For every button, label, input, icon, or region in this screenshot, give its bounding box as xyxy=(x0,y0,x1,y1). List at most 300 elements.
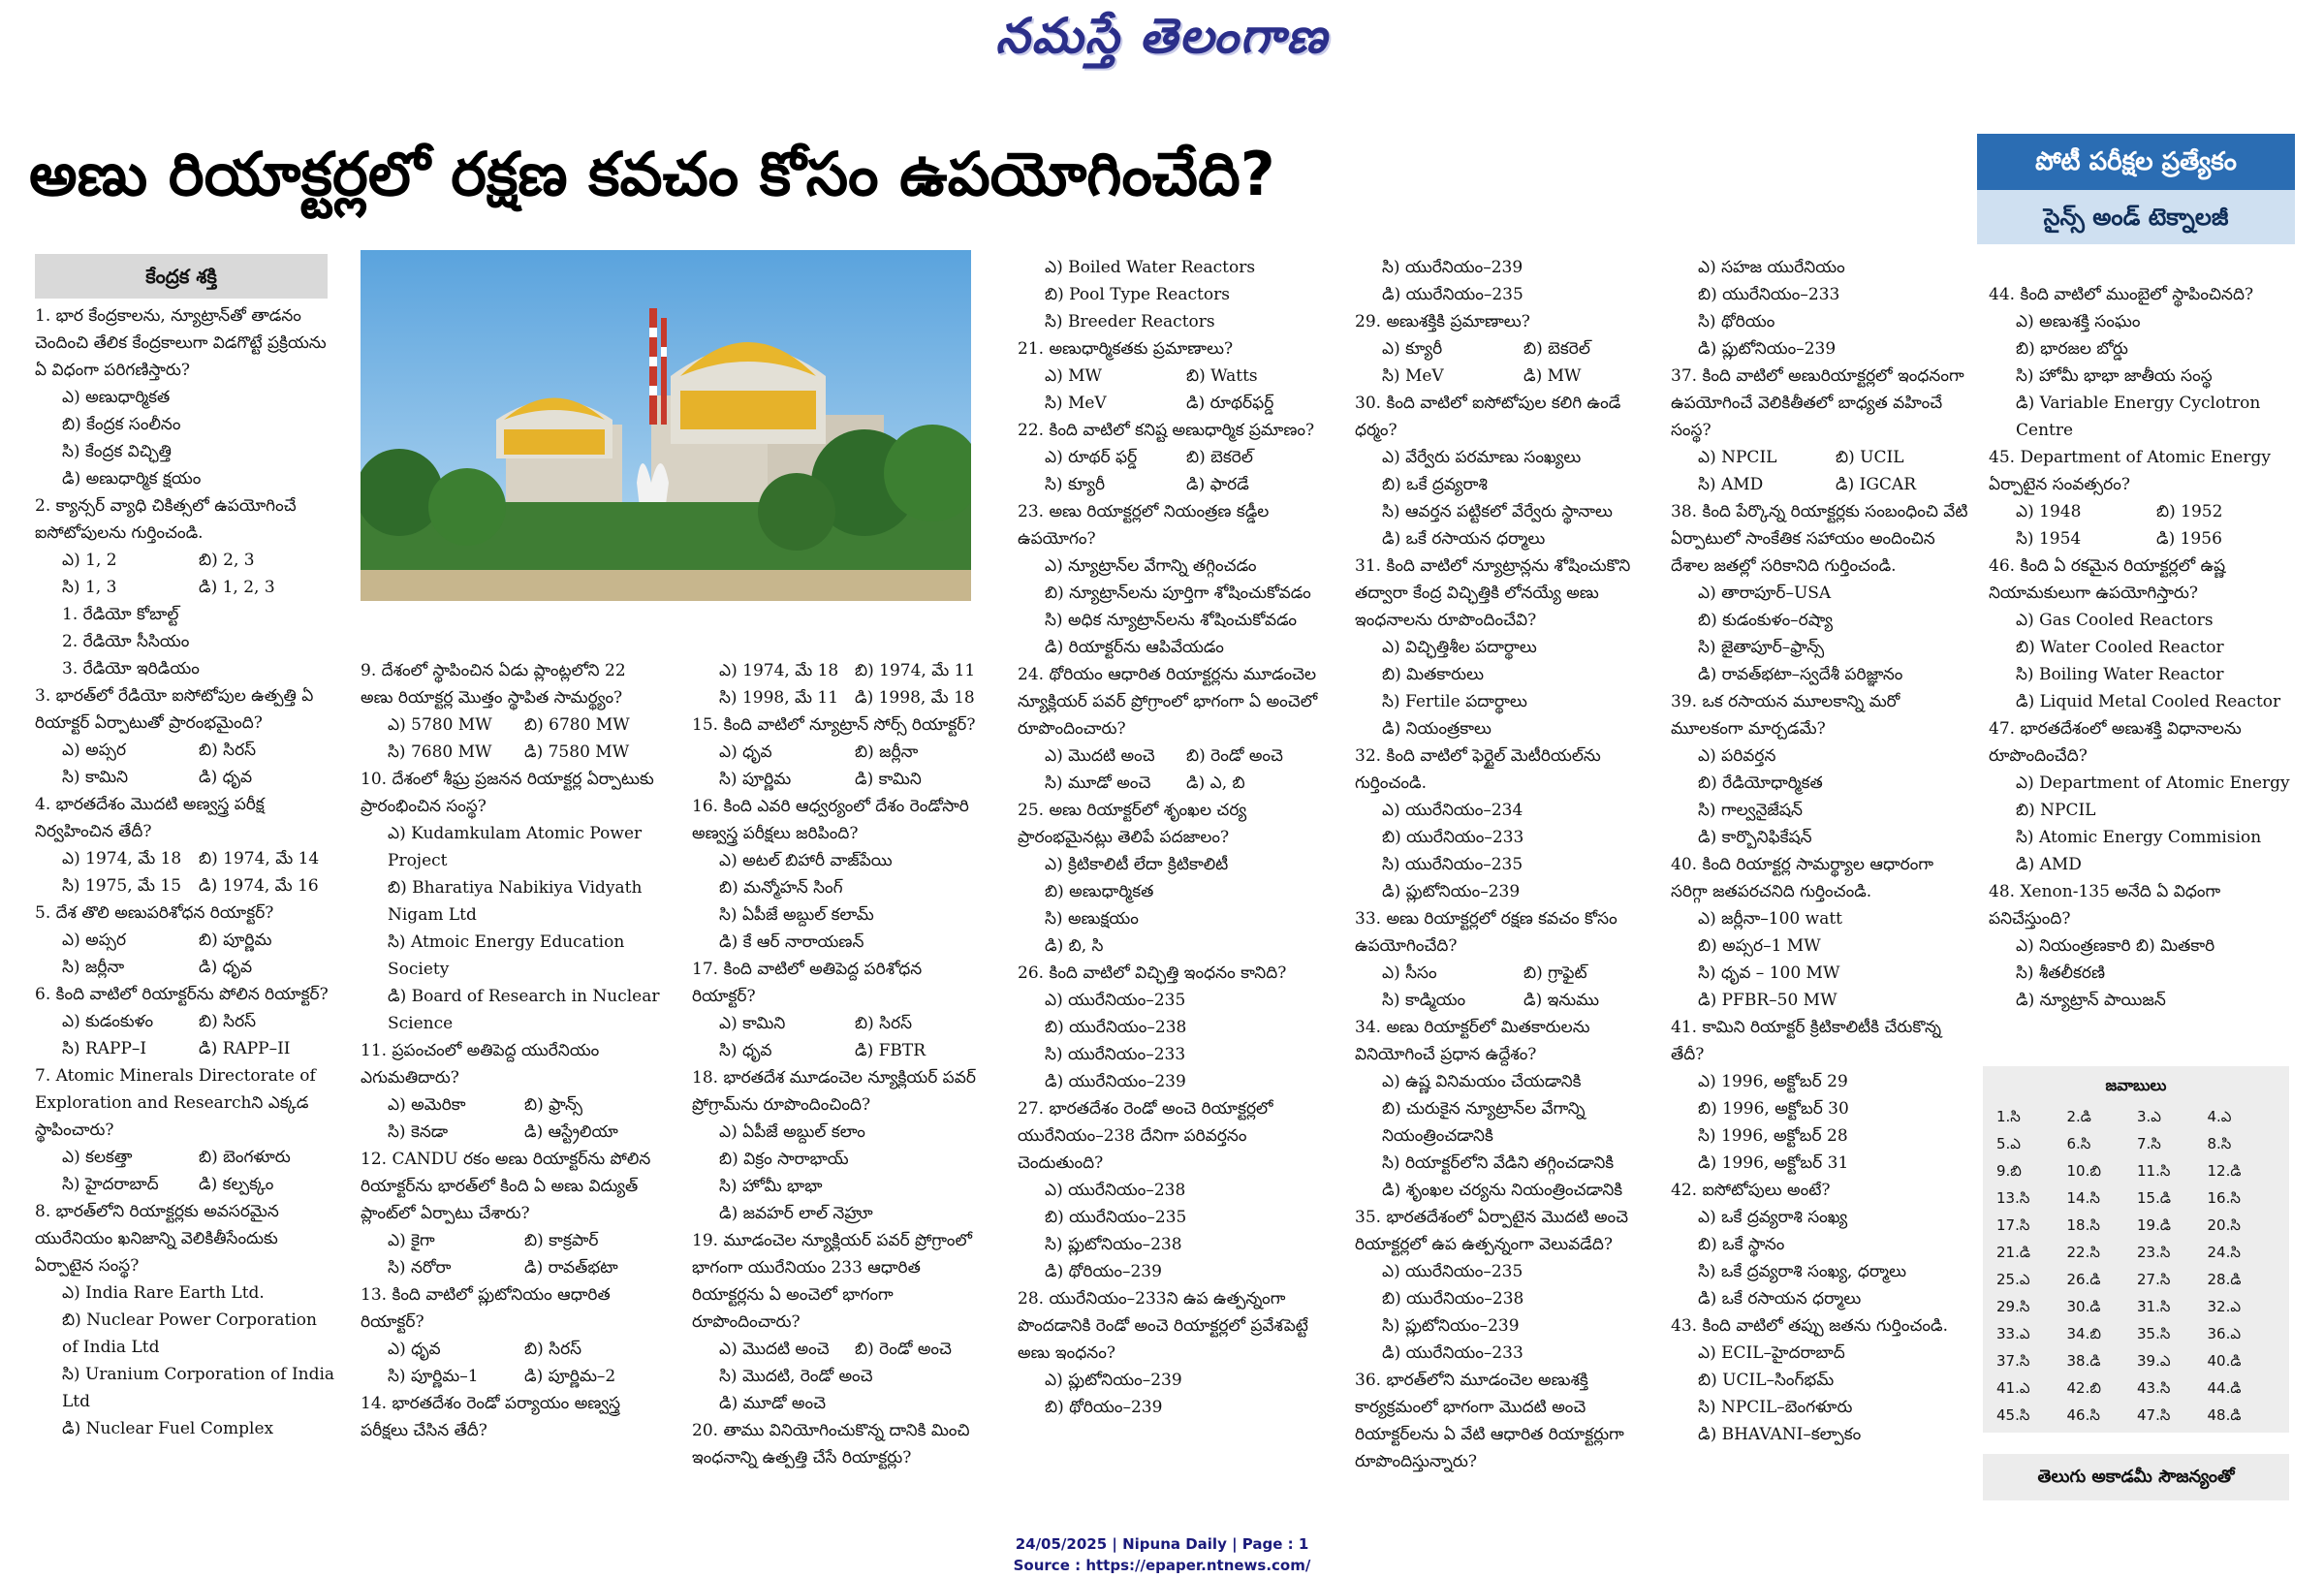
question-item xyxy=(1018,1285,1328,1421)
question-item xyxy=(361,1390,661,1444)
option: సి) Atmoic Energy Education Society xyxy=(388,932,625,979)
option: బి) యురేనియం–238 xyxy=(1382,1289,1524,1309)
question-text: 20. తాము వినియోగించుకొన్న దానికి మించి ఇంధనాన్ని ఉత్పత్తి చేసే రియాక్టర్లు? xyxy=(692,1421,970,1468)
question-text: 11. ప్రపంచంలో అతిపెద్ద యురేనియం ఎగుమతిదారు? xyxy=(361,1041,600,1088)
question-item xyxy=(1355,1014,1665,1204)
option-row xyxy=(35,872,335,899)
option: డి) కామిని xyxy=(855,770,922,789)
option: డి) PFBR–50 MW xyxy=(1698,991,1837,1010)
question-text: 35. భారతదేశంలో ఏర్పాటైన మొదటి అంచె రియాక్టర్లలో ఉప ఉత్పన్నంగా వెలువడేది? xyxy=(1355,1208,1629,1254)
option: ఎ) 5780 MW xyxy=(388,715,492,735)
option: సి) ఒకే ద్రవ్యరాశి సంఖ్య, ధర్మాలు xyxy=(1698,1262,1907,1281)
question-item xyxy=(35,682,335,791)
answer-cell: 36.ఎ xyxy=(2207,1325,2242,1342)
option: సి) యురేనియం–235 xyxy=(1382,855,1523,874)
option: సి) 1954 xyxy=(2016,529,2082,549)
answer-cell: 12.డి xyxy=(2207,1162,2242,1180)
option: ఎ) అప్సర xyxy=(62,931,127,950)
option: సి) కెనడా xyxy=(388,1122,449,1142)
answer-row xyxy=(1995,1214,2277,1241)
headline: అణు రియాక్టర్లలో రక్షణ కవచం కోసం ఉపయోగించేది? xyxy=(29,139,1275,209)
credit-box: తెలుగు అకాడమీ సౌజన్యంతో xyxy=(1983,1454,2289,1500)
option-row xyxy=(361,1227,661,1254)
question-text: 6. కింది వాటిలో రియాక్టర్‌ను పోలిన రియాక్టర్? xyxy=(35,985,329,1004)
option: బి) రేడియోధార్మికత xyxy=(1698,773,1823,793)
option: డి) బి, సి xyxy=(1045,936,1104,956)
answer-cell: 29.సి xyxy=(1996,1298,2030,1315)
option: సి) హోమీ భాభా జాతీయ సంస్థ xyxy=(2016,366,2213,386)
option: 3. రేడియో ఇరిడియం xyxy=(62,659,200,679)
option: సి) మొదటి, రెండో అంచె xyxy=(719,1367,873,1386)
answer-cell: 11.సి xyxy=(2137,1162,2171,1180)
option: ఎ) సీసం xyxy=(1382,963,1437,983)
option-row xyxy=(1355,960,1665,987)
answer-cell: 19.డి xyxy=(2137,1216,2171,1234)
option: సి) అధిక న్యూట్రాన్‌లను శోషించుకోవడం xyxy=(1045,611,1298,630)
question-text: 1. భార కేంద్రకాలను, న్యూట్రాన్‌తో తాడనం చెందించి తేలిక కేంద్రకాలుగా విడగొట్టే ప్రక్రియను ఏ విధంగా పరిగణిస్తారు? xyxy=(35,306,327,380)
question-text: 19. మూడంచెల న్యూక్లియర్ పవర్ ప్రోగ్రాంలో భాగంగా యురేనియం 233 ఆధారిత రియాక్టర్లను ఏ అంచెలో భాగంగా రూపొందించారు? xyxy=(692,1231,972,1332)
option: ఎ) Department of Atomic Energy xyxy=(2016,773,2290,793)
question-text: 32. కింది వాటిలో ఫెర్టైల్ మెటీరియల్‌ను గుర్తించండి. xyxy=(1355,746,1601,793)
option: డి) RAPP–II xyxy=(199,1039,291,1058)
question-text: 29. అణుశక్తికి ప్రమాణాలు? xyxy=(1355,312,1530,331)
question-item xyxy=(1671,498,1973,688)
answer-cell: 10.బి xyxy=(2066,1162,2101,1180)
option: సి) Boiling Water Reactor xyxy=(2016,665,2224,684)
badge-bottom: సైన్స్ అండ్ టెక్నాలజీ xyxy=(1977,190,2295,244)
question-column-6 xyxy=(1671,254,1973,1448)
option: బి) సిరస్ xyxy=(855,1014,913,1033)
question-text: 4. భారతదేశం మొదటి అణ్వస్త్ర పరీక్ష నిర్వహించిన తేదీ? xyxy=(35,795,265,841)
question-column-2 xyxy=(361,657,661,1444)
option-row xyxy=(35,1035,335,1062)
question-item xyxy=(1989,878,2297,1014)
option: ఎ) రూథర్ ఫర్డ్ xyxy=(1045,448,1138,467)
section-heading: కేంద్రక శక్తి xyxy=(35,254,328,299)
option: డి) BHAVANI–కల్పాకం xyxy=(1698,1425,1862,1444)
option: సి) RAPP–I xyxy=(62,1039,147,1058)
option: సి) జర్లీనా xyxy=(62,958,125,977)
answer-cell: 42.బి xyxy=(2066,1379,2101,1397)
option: ఎ) మొదటి అంచె xyxy=(719,1340,830,1359)
option: సి) క్యూరీ xyxy=(1045,475,1106,494)
badge-top: పోటీ పరీక్షల ప్రత్యేకం xyxy=(1977,134,2295,190)
question-item xyxy=(1989,552,2297,715)
option: సి) కాడ్మియం xyxy=(1382,991,1466,1010)
option: డి) యురేనియం–239 xyxy=(1045,1072,1186,1091)
answer-cell: 43.సి xyxy=(2137,1379,2171,1397)
answer-row xyxy=(1995,1376,2277,1404)
answer-cell: 35.సి xyxy=(2137,1325,2171,1342)
answer-cell: 45.సి xyxy=(1996,1406,2030,1424)
question-item xyxy=(1355,742,1665,905)
question-text: 48. Xenon-135 అనేది ఏ విధంగా పనిచేస్తుంది? xyxy=(1989,882,2221,929)
question-text: 3. భారత్‌లో రేడియో ఐసోటోపుల ఉత్పత్తి ఏ రియాక్టర్ ఏర్పాటుతో ప్రారంభమైంది? xyxy=(35,686,314,733)
option-row xyxy=(1989,498,2297,525)
option: ఎ) యురేనియం–234 xyxy=(1382,801,1523,820)
option-row xyxy=(1018,770,1328,797)
question-text: 33. అణు రియాక్టర్లలో రక్షణ కవచం కోసం ఉపయోగించేది? xyxy=(1355,909,1617,956)
option: సి) 1, 3 xyxy=(62,578,117,597)
answer-cell: 34.బి xyxy=(2066,1325,2101,1342)
option: బి) సిరస్ xyxy=(199,1012,257,1031)
answer-cell: 4.ఎ xyxy=(2207,1108,2232,1125)
question-text: 36. భారత్‌లోని మూడంచెల అణుశక్తి కార్యక్రమంలో భాగంగా మొదటి అంచె రియాక్టర్‌లను ఏ వేటి ఆధారిత రియాక్టర్లుగా రూపొందిస్తున్నారు? xyxy=(1355,1371,1624,1471)
question-item xyxy=(692,793,990,956)
footer-source: Source : https://epaper.ntnews.com/ xyxy=(1013,1557,1311,1574)
option-row xyxy=(1671,471,1973,498)
masthead xyxy=(0,8,2324,76)
option: బి) NPCIL xyxy=(2016,801,2096,820)
answer-cell: 9.బి xyxy=(1996,1162,2022,1180)
question-text: 45. Department of Atomic Energy ఏర్పాటైన సంవత్సరం? xyxy=(1989,448,2271,494)
option: బి) 1974, మే 11 xyxy=(855,661,976,680)
question-column-7 xyxy=(1989,281,2297,1014)
question-text: 10. దేశంలో శీఘ్ర ప్రజనన రియాక్టర్ల ఏర్పాటుకు ప్రారంభించిన సంస్థ? xyxy=(361,770,654,816)
option: బి) కాక్రపార్ xyxy=(524,1231,599,1250)
option: డి) కార్బొనిఫికేషన్ xyxy=(1698,828,1812,847)
question-text: 13. కింది వాటిలో ప్లుటోనియం ఆధారిత రియాక్టర్? xyxy=(361,1285,611,1332)
option: బి) 1996, అక్టోబర్ 30 xyxy=(1698,1099,1849,1119)
option-row xyxy=(35,1144,335,1171)
option-row xyxy=(692,684,990,711)
question-item xyxy=(35,981,335,1062)
question-text: 30. కింది వాటిలో ఐసోటోపుల కలిగి ఉండే ధర్మం? xyxy=(1355,394,1621,440)
answer-cell: 26.డి xyxy=(2066,1271,2101,1288)
question-item xyxy=(1989,281,2297,444)
option-row xyxy=(35,845,335,872)
question-text: 7. Atomic Minerals Directorate of Exploration and Researchని ఎక్కడ స్థాపించారు? xyxy=(35,1066,316,1140)
option: బి) ఫ్రాన్స్ xyxy=(524,1095,583,1115)
option: సి) Uranium Corporation of India Ltd xyxy=(62,1365,335,1411)
question-item xyxy=(35,899,335,981)
question-text: 16. కింది ఎవరి ఆధ్వర్యంలో దేశం రెండోసారి అణ్వస్త్ర పరీక్షలు జరిపింది? xyxy=(692,797,969,843)
option: డి) ఇనుము xyxy=(1523,991,1600,1010)
option: డి) Liquid Metal Cooled Reactor xyxy=(2016,692,2281,711)
answer-cell: 1.సి xyxy=(1996,1108,2021,1125)
question-item xyxy=(1355,1204,1665,1367)
option-row xyxy=(1671,444,1973,471)
question-item xyxy=(1018,417,1328,498)
option: డి) FBTR xyxy=(855,1041,926,1060)
option: సి) పూర్ణిమ xyxy=(719,770,792,789)
answer-row xyxy=(1995,1132,2277,1159)
option: బి) 1974, మే 14 xyxy=(199,849,320,868)
option: ఎ) వేర్వేరు పరమాణు సంఖ్యలు xyxy=(1382,448,1582,467)
option: బి) యురేనియం–238 xyxy=(1045,1018,1187,1037)
option-row xyxy=(35,764,335,791)
option-row xyxy=(361,1336,661,1363)
option-row xyxy=(1018,363,1328,390)
option: ఎ) కుడంకుళం xyxy=(62,1012,154,1031)
option: సి) AMD xyxy=(1698,475,1764,494)
option: సి) ప్లుటోనియం–238 xyxy=(1045,1235,1182,1254)
question-text: 31. కింది వాటిలో న్యూట్రాన్లను శోషించుకొని తద్వారా కేంద్ర విచ్ఛిత్తికి లోనయ్యే అణు ఇంధనాలను రూపొందించేవి? xyxy=(1355,556,1631,630)
option-row xyxy=(35,574,335,601)
answer-cell: 18.సి xyxy=(2066,1216,2100,1234)
option: బి) ఒకే ద్రవ్యరాశి xyxy=(1382,475,1488,494)
option-row xyxy=(692,1037,990,1064)
answer-cell: 15.డి xyxy=(2137,1189,2171,1207)
option: బి) యురేనియం–233 xyxy=(1382,828,1524,847)
option: 1. రేడియో కోబాల్ట్ xyxy=(62,605,179,624)
answer-cell: 22.సి xyxy=(2066,1244,2100,1261)
option: డి) Nuclear Fuel Complex xyxy=(62,1419,274,1438)
question-text: 2. క్యాన్సర్ వ్యాధి చికిత్సలో ఉపయోగించే ఐసోటోపులను గుర్తించండి. xyxy=(35,496,297,543)
option: డి) శృంఖల చర్యను నియంత్రించడానికి xyxy=(1382,1181,1623,1200)
option-row xyxy=(1018,742,1328,770)
option: డి) యురేనియం–235 xyxy=(1382,285,1523,304)
question-item xyxy=(1671,688,1973,851)
question-text: 44. కింది వాటిలో ముంబైలో స్థాపించినది? xyxy=(1989,285,2254,304)
option: డి) 1996, అక్టోబర్ 31 xyxy=(1698,1153,1849,1173)
option: సి) ఆవర్తన పట్టికలో వేర్వేరు స్థానాలు xyxy=(1382,502,1613,521)
question-text: 43. కింది వాటిలో తప్పు జతను గుర్తించండి. xyxy=(1671,1316,1948,1336)
option: బి) మితకారులు xyxy=(1382,665,1484,684)
question-text: 47. భారతదేశంలో అణుశక్తి విధానాలను రూపొందించేది? xyxy=(1989,719,2242,766)
option: డి) ధృవ xyxy=(199,958,253,977)
option: బి) న్యూట్రాన్‌లను పూర్తిగా శోషించుకోవడం xyxy=(1045,584,1311,603)
option: ఎ) జర్లీనా–100 watt xyxy=(1698,909,1842,929)
option: బి) బెంగళూరు xyxy=(199,1148,291,1167)
option: ఎ) Kudamkulam Atomic Power Project xyxy=(388,824,643,870)
question-item xyxy=(1355,254,1665,308)
option: సి) యురేనియం–239 xyxy=(1382,258,1523,277)
option: ఎ) MW xyxy=(1045,366,1103,386)
question-item xyxy=(1018,661,1328,797)
option: బి) UCIL–సింగ్‌భమ్ xyxy=(1698,1371,1835,1390)
option-row xyxy=(1355,363,1665,390)
option: డి) పూర్ణిమ–2 xyxy=(524,1367,616,1386)
question-item xyxy=(1355,308,1665,390)
option: బి) రెండో అంచె xyxy=(1186,746,1283,766)
option: ఎ) అణుధార్మికత xyxy=(62,388,171,407)
question-item xyxy=(1671,1014,1973,1177)
question-item xyxy=(1018,797,1328,960)
option: బి) థోరియం–239 xyxy=(1045,1398,1163,1417)
option: డి) ధృవ xyxy=(199,768,253,787)
answer-cell: 39.ఎ xyxy=(2137,1352,2171,1370)
option: బి) సిరస్ xyxy=(199,741,257,760)
option: డి) నియంత్రకాలు xyxy=(1382,719,1492,739)
option: బి) విక్రం సారాభాయ్ xyxy=(719,1150,849,1169)
answers-box xyxy=(1983,1066,2289,1433)
option: ఎ) 1974, మే 18 xyxy=(62,849,182,868)
option: ఎ) కామిని xyxy=(719,1014,786,1033)
option: డి) యురేనియం–233 xyxy=(1382,1343,1523,1363)
answer-cell: 30.డి xyxy=(2066,1298,2101,1315)
answer-cell: 41.ఎ xyxy=(1996,1379,2030,1397)
option: ఎ) ఒకే ద్రవ్యరాశి సంఖ్య xyxy=(1698,1208,1848,1227)
option-row xyxy=(361,1091,661,1119)
option-row xyxy=(692,1010,990,1037)
option: డి) ఒకే రసాయన ధర్మాలు xyxy=(1382,529,1546,549)
option: బి) Pool Type Reactors xyxy=(1045,285,1230,304)
option: సి) ఏపీజే అబ్దుల్ కలామ్ xyxy=(719,905,874,925)
option: ఎ) కైగా xyxy=(388,1231,435,1250)
option-row xyxy=(361,711,661,739)
option: డి) IGCAR xyxy=(1836,475,1916,494)
option: బి) UCIL xyxy=(1836,448,1904,467)
question-text: 24. థోరియం ఆధారిత రియాక్టర్లను మూడంచెల న్యూక్లియర్ పవర్ ప్రోగ్రాంలో భాగంగా ఏ అంచెలో రూపొందించారు? xyxy=(1018,665,1318,739)
option: ఎ) India Rare Earth Ltd. xyxy=(62,1283,265,1303)
question-text: 22. కింది వాటిలో కనిష్ట అణుధార్మిక ప్రమాణం? xyxy=(1018,421,1315,440)
option: సి) జైతాపూర్–ఫ్రాన్స్ xyxy=(1698,638,1825,657)
option: బి) Watts xyxy=(1186,366,1258,386)
footer xyxy=(0,1533,2324,1576)
question-item xyxy=(1671,254,1973,363)
question-text: 38. కింది పేర్కొన్న రియాక్టర్లకు సంబంధించి వేటి ఏర్పాటులో సాంకేతిక సహాయం అందించిన దేశాల జతల్లో సరికానిది గుర్తించండి. xyxy=(1671,502,1968,576)
option-row xyxy=(35,1171,335,1198)
option: ఎ) కలకత్తా xyxy=(62,1148,133,1167)
option-row xyxy=(692,657,990,684)
option: ఎ) మొదటి అంచె xyxy=(1045,746,1155,766)
option: డి) 7580 MW xyxy=(524,742,630,762)
answer-cell: 48.డి xyxy=(2207,1406,2242,1424)
answer-cell: 31.సి xyxy=(2137,1298,2171,1315)
question-item xyxy=(692,1227,990,1417)
answer-cell: 20.సి xyxy=(2207,1216,2241,1234)
option: డి) 1956 xyxy=(2156,529,2222,549)
option: ఎ) 1, 2 xyxy=(62,551,117,570)
question-text: 21. అణుధార్మికతకు ప్రమాణాలు? xyxy=(1018,339,1234,359)
question-item xyxy=(35,1198,335,1442)
option: ఎ) పరివర్తన xyxy=(1698,746,1776,766)
option: ఎ) ధృవ xyxy=(719,742,772,762)
option: సి) నరోరా xyxy=(388,1258,452,1278)
option: ఎ) యురేనియం–235 xyxy=(1045,991,1186,1010)
option: సి) 1998, మే 11 xyxy=(719,688,839,708)
option: ఎ) విచ్ఛిత్తిశీల పదార్థాలు xyxy=(1382,638,1537,657)
question-item xyxy=(692,1417,990,1471)
question-text: 14. భారతదేశం రెండో పర్యాయం అణ్వస్త్ర పరీక్షలు చేసిన తేదీ? xyxy=(361,1394,621,1440)
answer-cell: 16.సి xyxy=(2207,1189,2241,1207)
option: ఎ) అమెరికా xyxy=(388,1095,466,1115)
answer-row xyxy=(1995,1159,2277,1186)
answers-heading: జవాబులు xyxy=(2105,1076,2167,1094)
option: ఎ) న్యూట్రాన్‌ల వేగాన్ని తగ్గించడం xyxy=(1045,556,1257,576)
option: సి) ప్లుటోనియం–239 xyxy=(1382,1316,1520,1336)
option: బి) బెకరెల్ xyxy=(1523,339,1590,359)
option: ఎ) క్రిటికాలిటీ లేదా క్రిటికాలిటీ xyxy=(1045,855,1229,874)
question-text: 23. అణు రియాక్టర్లలో నియంత్రణ కడ్డీల ఉపయోగం? xyxy=(1018,502,1270,549)
option-row xyxy=(1018,444,1328,471)
option: డి) మూడో అంచె xyxy=(719,1394,827,1413)
answer-cell: 40.డి xyxy=(2207,1352,2242,1370)
option: డి) కే ఆర్ నారాయణన్ xyxy=(719,932,864,952)
option: సి) NPCIL–బెంగళూరు xyxy=(1698,1398,1853,1417)
question-text: 37. కింది వాటిలో అణురియాక్టర్లలో ఇంధనంగా ఉపయోగించే వెలికితీతలో బాధ్యత వహించే సంస్థ? xyxy=(1671,366,1964,440)
question-item xyxy=(1018,254,1328,335)
option-row xyxy=(692,1336,990,1363)
option: సి) కామిని xyxy=(62,768,129,787)
option: బి) అణుధార్మికత xyxy=(1045,882,1154,901)
option: డి) Variable Energy Cyclotron Centre xyxy=(2016,394,2261,440)
question-column-4 xyxy=(1018,254,1328,1421)
option: బి) బెకరెల్ xyxy=(1186,448,1253,467)
option-row xyxy=(361,1254,661,1281)
option: బి) 6780 MW xyxy=(524,715,630,735)
option: డి) థోరియం–239 xyxy=(1045,1262,1162,1281)
question-text: 34. అణు రియాక్టర్‌లో మితకారులను వినియోగించే ప్రధాన ఉద్దేశం? xyxy=(1355,1018,1590,1064)
question-text: 42. ఐసోటోపులు అంటే? xyxy=(1671,1181,1831,1200)
answer-row xyxy=(1995,1295,2277,1322)
question-text: 28. యురేనియం–233ని ఉప ఉత్పన్నంగా పొందడానికి రెండో అంచె రియాక్టర్లలో ప్రవేశపెట్టే అణు ఇంధనం? xyxy=(1018,1289,1308,1363)
option: సి) హైదరాబాద్ xyxy=(62,1175,159,1194)
option: డి) 1, 2, 3 xyxy=(199,578,275,597)
option: బి) యురేనియం–235 xyxy=(1045,1208,1187,1227)
option: బి) ఒకే స్థానం xyxy=(1698,1235,1785,1254)
option: ఎ) NPCIL xyxy=(1698,448,1777,467)
option: ఎ) క్యూరీ xyxy=(1382,339,1443,359)
question-text: 26. కింది వాటిలో విచ్ఛిత్తి ఇంధనం కానిది? xyxy=(1018,963,1287,983)
answer-row xyxy=(1995,1404,2277,1431)
question-column-5 xyxy=(1355,254,1665,1475)
answer-cell: 24.సి xyxy=(2207,1244,2241,1261)
question-item xyxy=(692,711,990,793)
answer-cell: 38.డి xyxy=(2066,1352,2101,1370)
question-text: 8. భారత్‌లోని రియాక్టర్లకు అవసరమైన యురేనియం ఖనిజాన్ని వెలికితీసేందుకు ఏర్పాటైన సంస్థ? xyxy=(35,1202,279,1276)
masthead-logo: నమస్తే తెలంగాణ xyxy=(995,8,1329,64)
question-item xyxy=(361,657,661,766)
question-text: 18. భారతదేశ మూడంచెల న్యూక్లియర్ పవర్ ప్రోగ్రామ్‌ను రూపొందించింది? xyxy=(692,1068,976,1115)
option: బి) కేంద్రక సంలీనం xyxy=(62,415,181,434)
option: సి) 1975, మే 15 xyxy=(62,876,182,896)
question-item xyxy=(1018,335,1328,417)
option: డి) 1998, మే 18 xyxy=(855,688,975,708)
question-item xyxy=(361,1146,661,1281)
option-row xyxy=(35,547,335,574)
option: ఎ) అటల్ బిహారీ వాజ్‌పేయి xyxy=(719,851,893,870)
option: డి) రావత్‌భటా–స్వదేశీ పరిజ్ఞానం xyxy=(1698,665,1903,684)
answer-cell: 17.సి xyxy=(1996,1216,2030,1234)
option: బి) సిరస్ xyxy=(524,1340,582,1359)
question-column-1 xyxy=(35,302,335,1442)
option: ఎ) యురేనియం–238 xyxy=(1045,1181,1186,1200)
option: సి) 1996, అక్టోబర్ 28 xyxy=(1698,1126,1848,1146)
option: డి) ఎ, బి xyxy=(1186,773,1245,793)
answer-cell: 5.ఎ xyxy=(1996,1135,2021,1152)
special-badge xyxy=(1977,134,2295,244)
option-row xyxy=(35,737,335,764)
question-item xyxy=(692,956,990,1064)
question-text: 15. కింది వాటిలో న్యూట్రాన్ సోర్స్ రియాక్టర్? xyxy=(692,715,976,735)
option: బి) చురుకైన న్యూట్రాన్‌ల వేగాన్ని నియంత్రించడానికి xyxy=(1382,1099,1586,1146)
option: ఎ) ప్లుటోనియం–239 xyxy=(1045,1371,1182,1390)
answer-cell: 13.సి xyxy=(1996,1189,2030,1207)
option-row xyxy=(361,739,661,766)
question-item xyxy=(1989,715,2297,878)
answer-cell: 6.సి xyxy=(2066,1135,2091,1152)
option: ఎ) Boiled Water Reactors xyxy=(1045,258,1256,277)
option-row xyxy=(1989,525,2297,552)
option: ఎ) 1974, మే 18 xyxy=(719,661,839,680)
question-text: 39. ఒక రసాయన మూలకాన్ని మరో మూలకంగా మార్చడమే? xyxy=(1671,692,1900,739)
answer-cell: 25.ఎ xyxy=(1996,1271,2030,1288)
question-item xyxy=(692,657,990,711)
question-item xyxy=(1989,444,2297,552)
option: ఎ) యురేనియం–235 xyxy=(1382,1262,1523,1281)
option: ఎ) Gas Cooled Reactors xyxy=(2016,611,2214,630)
option: డి) AMD xyxy=(2016,855,2082,874)
option: బి) అప్సర–1 MW xyxy=(1698,936,1821,956)
answer-row xyxy=(1995,1322,2277,1349)
question-item xyxy=(1018,960,1328,1095)
option: 2. రేడియో సీసియం xyxy=(62,632,190,651)
option: బి) యురేనియం–233 xyxy=(1698,285,1840,304)
option: ఎ) తారాపూర్–USA xyxy=(1698,584,1832,603)
option: ఎ) సహజ యురేనియం xyxy=(1698,258,1845,277)
